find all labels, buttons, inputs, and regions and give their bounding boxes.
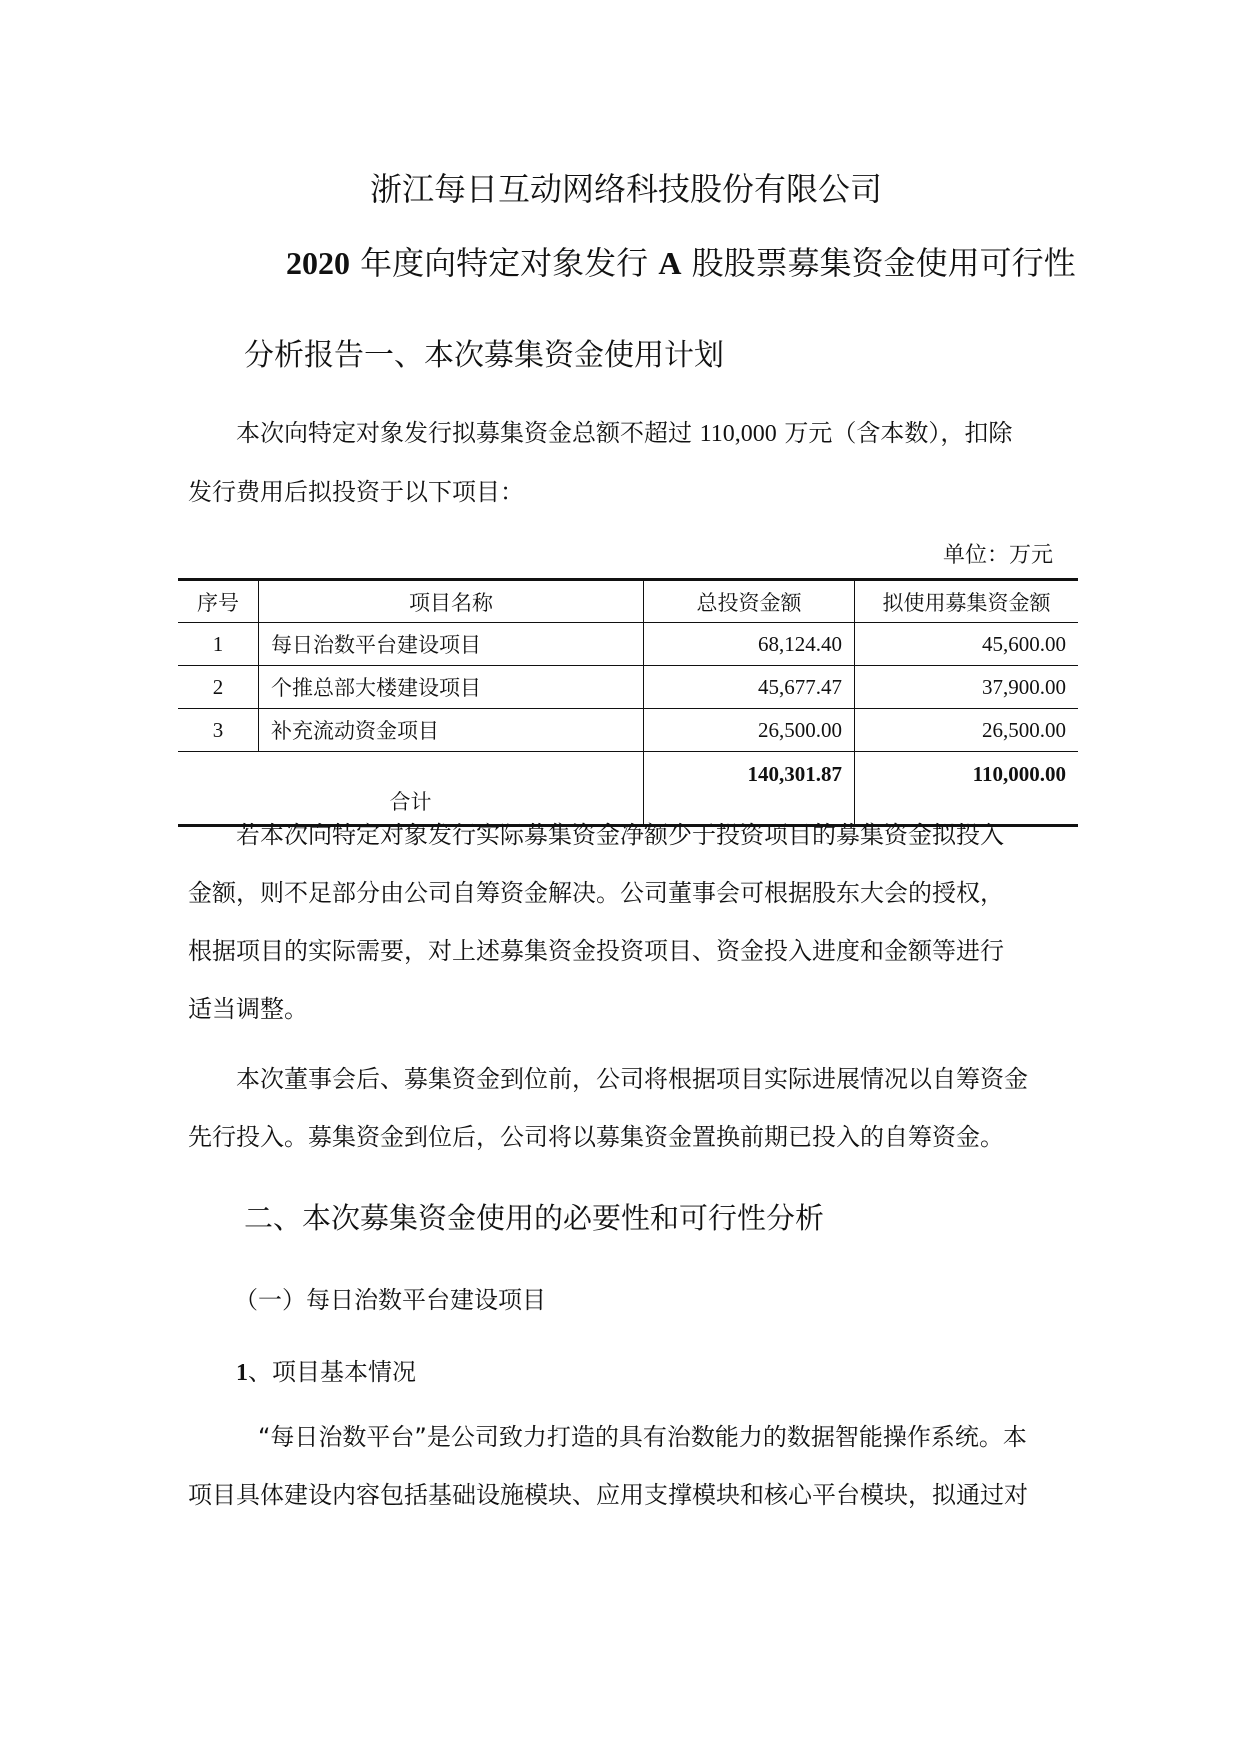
intro-line-2: 发行费用后拟投资于以下项目： <box>188 478 524 506</box>
row-index: 3 <box>178 709 259 752</box>
paragraph-line: 根据项目的实际需要，对上述募集资金投资项目、资金投入进度和金额等进行 <box>188 937 1004 965</box>
unit-label: 单位：万元 <box>942 543 1053 568</box>
prefund-paragraph <box>188 1050 1068 1166</box>
row-raised-funds: 26,500.00 <box>855 709 1079 752</box>
row-total-investment: 26,500.00 <box>644 709 855 752</box>
row-total-investment: 68,124.40 <box>644 623 855 666</box>
total-label: 合计 <box>178 752 644 826</box>
total-raised-sum: 110,000.00 <box>855 752 1079 826</box>
header-total-investment: 总投资金额 <box>644 580 855 623</box>
table-row <box>178 623 1078 666</box>
row-project-name: 补充流动资金项目 <box>259 709 644 752</box>
subtitle-letter: A <box>658 245 682 281</box>
fund-usage-table <box>178 578 1078 827</box>
intro-line-1: 本次向特定对象发行拟募集资金总额不超过 110,000 万元（含本数），扣除 <box>236 419 1013 447</box>
row-project-name: 个推总部大楼建设项目 <box>259 666 644 709</box>
intro-paragraph <box>188 404 1068 521</box>
total-investment-sum: 140,301.87 <box>644 752 855 826</box>
row-index: 1 <box>178 623 259 666</box>
section2-subheading: （一）每日治数平台建设项目 <box>234 1286 546 1314</box>
item-number: 1 <box>236 1360 248 1386</box>
header-raised-funds: 拟使用募集资金额 <box>855 580 1079 623</box>
document-subtitle <box>286 238 1076 284</box>
table-row <box>178 666 1078 709</box>
subtitle-part-a: 年度向特定对象发行 <box>350 244 659 282</box>
row-project-name: 每日治数平台建设项目 <box>259 623 644 666</box>
paragraph-line: 先行投入。募集资金到位后，公司将以募集资金置换前期已投入的自筹资金。 <box>188 1123 1004 1151</box>
shortfall-paragraph <box>188 806 1068 1038</box>
item-heading <box>236 1352 416 1387</box>
subtitle-year: 2020 <box>286 245 350 281</box>
project-paragraph <box>188 1408 1078 1524</box>
header-index: 序号 <box>178 580 259 623</box>
paragraph-line: 项目具体建设内容包括基础设施模块、应用支撑模块和核心平台模块，拟通过对 <box>188 1481 1028 1509</box>
row-index: 2 <box>178 666 259 709</box>
section1-heading: 分析报告一、本次募集资金使用计划 <box>244 338 724 373</box>
paragraph-line: 若本次向特定对象发行实际募集资金净额少于投资项目的募集资金拟投入 <box>236 821 1004 849</box>
subtitle-part-b: 股股票募集资金使用可行性 <box>681 244 1076 282</box>
document-title: 浙江每日互动网络科技股份有限公司 <box>370 170 883 208</box>
row-raised-funds: 45,600.00 <box>855 623 1079 666</box>
header-project-name: 项目名称 <box>259 580 644 623</box>
item-heading-text: 、项目基本情况 <box>248 1358 416 1386</box>
paragraph-line: 本次董事会后、募集资金到位前，公司将根据项目实际进展情况以自筹资金 <box>236 1065 1028 1093</box>
paragraph-line: “每日治数平台”是公司致力打造的具有治数能力的数据智能操作系统。本 <box>258 1423 1027 1451</box>
table-row <box>178 709 1078 752</box>
table-header-row <box>178 580 1078 623</box>
row-raised-funds: 37,900.00 <box>855 666 1079 709</box>
paragraph-line: 适当调整。 <box>188 995 308 1023</box>
section2-heading: 二、本次募集资金使用的必要性和可行性分析 <box>244 1201 825 1235</box>
row-total-investment: 45,677.47 <box>644 666 855 709</box>
paragraph-line: 金额，则不足部分由公司自筹资金解决。公司董事会可根据股东大会的授权， <box>188 879 1004 907</box>
